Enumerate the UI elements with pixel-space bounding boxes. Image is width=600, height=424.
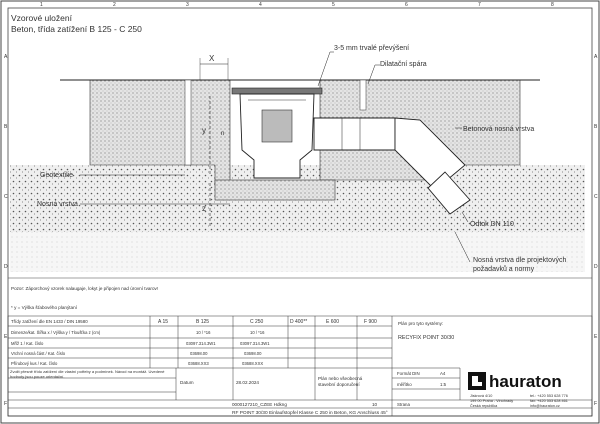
cell-b125-dimension: 10 / *16 [196, 330, 211, 335]
border-letter: E [594, 334, 598, 340]
cell-c250-grate: 03097.314.3W1 [240, 341, 270, 346]
border-number: 3 [186, 2, 189, 8]
note-1: Pozor: Záporchový vzorek nalaugaje, lokyt je připojen nad úrovní tvarov! [11, 286, 159, 291]
grate [232, 88, 322, 94]
border-number: 1 [40, 2, 43, 8]
border-number: 7 [478, 2, 481, 8]
load-class-c250: C 250 [250, 319, 264, 325]
border-letter: C [594, 194, 598, 200]
plan-note-line-1: Plán nebo všeobecná [318, 376, 363, 381]
format-value: A4 [440, 371, 446, 376]
callout-dilatation: Dilatační spára [380, 61, 427, 68]
border-letter: F [594, 401, 598, 407]
callout-gap: 3-5 mm trvalé převýšení [334, 45, 410, 52]
concrete-base [215, 180, 335, 200]
load-class-a15: A 15 [158, 319, 169, 325]
format-label: Formát DIN [397, 371, 420, 376]
row-label-flange: Přírubový kus / Kat. číslo [11, 361, 58, 366]
date-label: Datum [180, 380, 194, 385]
border-letter: C [4, 194, 8, 200]
sheet-label: Strana [397, 402, 410, 407]
cell-c250-upper: 03698.00 [244, 351, 262, 356]
border-letter: E [4, 334, 8, 340]
cell-b125-flange: 03688.XX3 [188, 361, 209, 366]
company-phone: tel.: +420 553 628 776 [530, 394, 568, 398]
dimension-x-label: X [209, 54, 215, 63]
load-class-e600: E 600 [326, 319, 340, 325]
callout-project-layer-2: požadavků a normy [473, 266, 535, 273]
sheet-number: 10 [372, 402, 378, 407]
company-web: info@hauraton.cz [530, 404, 560, 408]
outlet-pipe-horizontal [314, 118, 395, 150]
cell-b125-grate: 03097.314.3W1 [186, 341, 216, 346]
border-letter: D [4, 264, 8, 270]
product-name: RECYFIX POINT 30/30 [398, 335, 455, 341]
row-label-upper-part: Vrchní nosná část / Kat. číslo [11, 351, 66, 356]
border-letter: A [594, 54, 598, 60]
scale-value: 1:5 [440, 382, 447, 387]
cell-b125-upper: 03698.00 [190, 351, 208, 356]
callout-project-layer-1: Nosná vrstva dle projektových [473, 257, 567, 264]
callout-geotextile: Geotextilie [40, 172, 74, 179]
sediment-bucket [262, 110, 292, 142]
border-letter: F [4, 401, 8, 407]
product-label: Plán pro tyto systémy: [398, 321, 444, 326]
border-number: 8 [551, 2, 554, 8]
load-class-d400: D 400** [290, 319, 308, 325]
date-value: 28.02.2024 [236, 380, 259, 385]
company-address-3: Česká republika [470, 404, 498, 408]
footer-title: RF POINT 30/30 Einlaufstopfel Klasse C 250 in Beton, KG Anschluss 45° [232, 411, 388, 416]
row-label-dimension: Dimenze/kat. Šířka x / Výška y / Tloušťka z (cm) [11, 330, 101, 335]
callout-concrete-layer: Betonová nosná vrstva [463, 126, 535, 133]
border-number: 4 [259, 2, 262, 8]
table-header-left: Třídy zatížení dle EN 1433 / DIN 19580 [11, 319, 88, 324]
dimension-n-label: n [221, 131, 225, 137]
dilatation-joint [360, 80, 366, 110]
title-line-1: Vzorové uložení [11, 13, 72, 23]
border-number: 2 [113, 2, 116, 8]
border-number: 5 [332, 2, 335, 8]
border-letter: B [4, 124, 8, 130]
border-letter: A [4, 54, 8, 60]
note-2: * y = Výška šťabového planýtaní [11, 305, 77, 310]
cell-c250-flange: 03688.XXX [242, 361, 264, 366]
company-fax: fax: +420 553 628 461 [530, 399, 568, 403]
company-address-2: 199 00 Praha - Vinohrady [470, 399, 514, 403]
border-letter: B [594, 124, 598, 130]
dimension-z-label: z [202, 204, 206, 213]
drawing-number: 0000127210_CZEE Hdkng [232, 402, 287, 407]
load-class-f900: F 900 [364, 319, 377, 325]
border-number: 6 [405, 2, 408, 8]
dimension-y-label: y [202, 126, 206, 135]
cell-c250-dimension: 10 / *16 [250, 330, 265, 335]
plan-note-line-2: stavební doporučení [318, 382, 360, 387]
load-class-b125: B 125 [196, 319, 210, 325]
company-logo [468, 372, 562, 391]
row-label-grate: Mříž 1 / Kat. číslo [11, 341, 44, 346]
company-address-1: Jiskrová 4/10 [470, 394, 493, 398]
bottom-note-container [10, 369, 174, 399]
border-letter: D [594, 264, 598, 270]
scale-label: měřítko [397, 382, 412, 387]
callout-bearing-layer: Nosná vrstva [37, 201, 78, 208]
dilatation-joint [185, 80, 191, 165]
bottom-note: Zvolit přesně třídu zatížení dle vlastní potřeby a podmínek. Návod na montáž. Uvedené hodnoty jsou pouze orientační. [10, 369, 165, 379]
title-line-2: Beton, třída zatížení B 125 - C 250 [11, 24, 142, 34]
company-name: hauraton [489, 372, 562, 391]
callout-outlet: Odtok DN 110 [470, 221, 514, 228]
